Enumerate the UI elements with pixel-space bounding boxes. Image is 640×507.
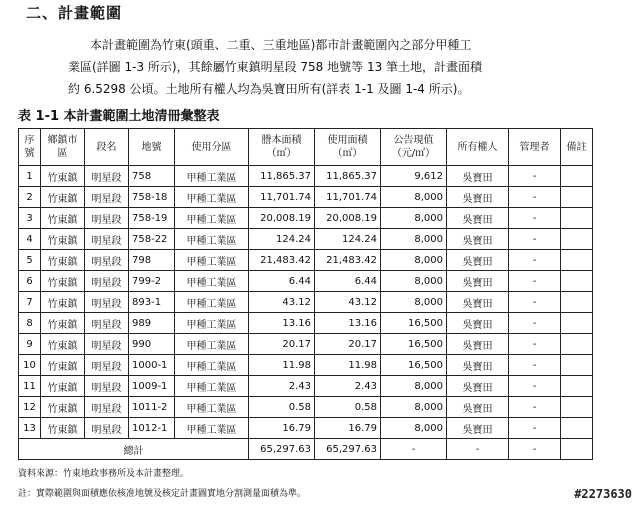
table-row [19, 313, 593, 334]
col-header-district: 鄉鎮市區 [41, 129, 85, 166]
cell-deed-area: 6.44 [249, 271, 315, 292]
cell-owner: 吳寶田 [447, 166, 509, 187]
cell-zone: 甲種工業區 [175, 376, 249, 397]
cell-seq: 3 [19, 208, 41, 229]
cell-deed-area: 43.12 [249, 292, 315, 313]
total-label: 總計 [19, 439, 249, 460]
cell-deed-area: 16.79 [249, 418, 315, 439]
cell-owner: 吳寶田 [447, 355, 509, 376]
cell-lot: 1000-1 [129, 355, 175, 376]
cell-lot: 798 [129, 250, 175, 271]
cell-remark [561, 166, 593, 187]
cell-district: 竹東鎮 [41, 292, 85, 313]
cell-deed-area: 11.98 [249, 355, 315, 376]
cell-remark [561, 250, 593, 271]
cell-zone: 甲種工業區 [175, 208, 249, 229]
cell-zone: 甲種工業區 [175, 250, 249, 271]
cell-value: 8,000 [381, 271, 447, 292]
cell-seq: 8 [19, 313, 41, 334]
remark-note: 註：實際範圍與面積應依核准地號及核定計畫圖實地分割測量面積為準。 [18, 489, 307, 499]
cell-seq: 10 [19, 355, 41, 376]
cell-value: 8,000 [381, 418, 447, 439]
cell-remark [561, 313, 593, 334]
cell-section: 明星段 [85, 418, 129, 439]
cell-section: 明星段 [85, 187, 129, 208]
cell-manager: - [509, 313, 561, 334]
col-header-use-area: 使用面積（㎡） [315, 129, 381, 166]
cell-lot: 799-2 [129, 271, 175, 292]
cell-manager: - [509, 208, 561, 229]
table-row [19, 250, 593, 271]
cell-district: 竹東鎮 [41, 271, 85, 292]
cell-owner: 吳寶田 [447, 313, 509, 334]
col-header-remark: 備註 [561, 129, 593, 166]
cell-lot: 1012-1 [129, 418, 175, 439]
col-header-seq: 序號 [19, 129, 41, 166]
cell-use-area: 124.24 [315, 229, 381, 250]
cell-deed-area: 124.24 [249, 229, 315, 250]
section-heading: 二、計畫範圍 [26, 4, 123, 22]
cell-district: 竹東鎮 [41, 166, 85, 187]
cell-value: 16,500 [381, 334, 447, 355]
table-caption: 表 1-1 本計畫範圍土地清冊彙整表 [18, 109, 220, 124]
col-header-owner: 所有權人 [447, 129, 509, 166]
header-row [19, 129, 593, 166]
table-row [19, 376, 593, 397]
cell-lot: 990 [129, 334, 175, 355]
total-value: - [381, 439, 447, 460]
cell-use-area: 13.16 [315, 313, 381, 334]
cell-manager: - [509, 355, 561, 376]
cell-remark [561, 355, 593, 376]
cell-owner: 吳寶田 [447, 229, 509, 250]
cell-district: 竹東鎮 [41, 208, 85, 229]
cell-owner: 吳寶田 [447, 334, 509, 355]
cell-owner: 吳寶田 [447, 397, 509, 418]
cell-district: 竹東鎮 [41, 250, 85, 271]
cell-zone: 甲種工業區 [175, 355, 249, 376]
cell-zone: 甲種工業區 [175, 229, 249, 250]
total-deed-area: 65,297.63 [249, 439, 315, 460]
cell-district: 竹東鎮 [41, 313, 85, 334]
cell-manager: - [509, 397, 561, 418]
cell-manager: - [509, 229, 561, 250]
cell-deed-area: 11,865.37 [249, 166, 315, 187]
table-row [19, 229, 593, 250]
cell-zone: 甲種工業區 [175, 292, 249, 313]
cell-seq: 5 [19, 250, 41, 271]
cell-manager: - [509, 418, 561, 439]
land-register-table [18, 128, 593, 460]
cell-value: 8,000 [381, 292, 447, 313]
col-header-manager: 管理者 [509, 129, 561, 166]
cell-district: 竹東鎮 [41, 418, 85, 439]
table-row [19, 397, 593, 418]
cell-district: 竹東鎮 [41, 229, 85, 250]
cell-zone: 甲種工業區 [175, 166, 249, 187]
cell-remark [561, 271, 593, 292]
cell-seq: 1 [19, 166, 41, 187]
table-row [19, 187, 593, 208]
cell-use-area: 6.44 [315, 271, 381, 292]
cell-owner: 吳寶田 [447, 271, 509, 292]
paragraph-line-1: 本計畫範圍為竹東(頭重、二重、三重地區)都市計畫範圍內之部分甲種工 [90, 38, 472, 52]
cell-manager: - [509, 292, 561, 313]
cell-remark [561, 208, 593, 229]
cell-use-area: 20,008.19 [315, 208, 381, 229]
table-row [19, 355, 593, 376]
image-watermark: #2273630 [574, 487, 632, 501]
cell-use-area: 16.79 [315, 418, 381, 439]
cell-deed-area: 13.16 [249, 313, 315, 334]
cell-seq: 2 [19, 187, 41, 208]
cell-use-area: 21,483.42 [315, 250, 381, 271]
cell-section: 明星段 [85, 292, 129, 313]
cell-section: 明星段 [85, 376, 129, 397]
cell-seq: 6 [19, 271, 41, 292]
cell-zone: 甲種工業區 [175, 313, 249, 334]
paragraph-line-2: 業區(詳圖 1-3 所示)，其餘屬竹東鎮明星段 758 地號等 13 筆土地，計畫面積 [68, 60, 483, 74]
cell-zone: 甲種工業區 [175, 418, 249, 439]
total-use-area: 65,297.63 [315, 439, 381, 460]
cell-lot: 758-19 [129, 208, 175, 229]
cell-use-area: 20.17 [315, 334, 381, 355]
cell-manager: - [509, 250, 561, 271]
cell-lot: 1011-2 [129, 397, 175, 418]
cell-value: 8,000 [381, 229, 447, 250]
cell-section: 明星段 [85, 271, 129, 292]
cell-remark [561, 292, 593, 313]
cell-value: 8,000 [381, 376, 447, 397]
cell-remark [561, 334, 593, 355]
cell-seq: 13 [19, 418, 41, 439]
cell-use-area: 11.98 [315, 355, 381, 376]
table-row [19, 271, 593, 292]
cell-manager: - [509, 376, 561, 397]
cell-deed-area: 2.43 [249, 376, 315, 397]
cell-zone: 甲種工業區 [175, 187, 249, 208]
cell-manager: - [509, 187, 561, 208]
table-row [19, 166, 593, 187]
cell-value: 16,500 [381, 355, 447, 376]
cell-section: 明星段 [85, 334, 129, 355]
cell-use-area: 0.58 [315, 397, 381, 418]
cell-seq: 9 [19, 334, 41, 355]
cell-value: 16,500 [381, 313, 447, 334]
col-header-zone: 使用分區 [175, 129, 249, 166]
cell-district: 竹東鎮 [41, 397, 85, 418]
cell-deed-area: 11,701.74 [249, 187, 315, 208]
cell-owner: 吳寶田 [447, 292, 509, 313]
cell-use-area: 43.12 [315, 292, 381, 313]
cell-owner: 吳寶田 [447, 208, 509, 229]
cell-use-area: 11,701.74 [315, 187, 381, 208]
cell-value: 9,612 [381, 166, 447, 187]
cell-section: 明星段 [85, 313, 129, 334]
cell-lot: 989 [129, 313, 175, 334]
cell-section: 明星段 [85, 397, 129, 418]
total-manager: - [509, 439, 561, 460]
total-remark [561, 439, 593, 460]
cell-value: 8,000 [381, 208, 447, 229]
col-header-section: 段名 [85, 129, 129, 166]
cell-section: 明星段 [85, 166, 129, 187]
cell-seq: 12 [19, 397, 41, 418]
cell-lot: 758 [129, 166, 175, 187]
total-row [19, 439, 593, 460]
cell-section: 明星段 [85, 250, 129, 271]
cell-owner: 吳寶田 [447, 418, 509, 439]
table-row [19, 334, 593, 355]
cell-zone: 甲種工業區 [175, 397, 249, 418]
cell-district: 竹東鎮 [41, 376, 85, 397]
col-header-value: 公告現值（元/㎡） [381, 129, 447, 166]
cell-lot: 1009-1 [129, 376, 175, 397]
cell-use-area: 11,865.37 [315, 166, 381, 187]
col-header-deed-area: 謄本面積（㎡） [249, 129, 315, 166]
cell-remark [561, 376, 593, 397]
paragraph-line-3: 約 6.5298 公頃。土地所有權人均為吳寶田所有(詳表 1-1 及圖 1-4 所示)。 [68, 82, 470, 96]
col-header-lot: 地號 [129, 129, 175, 166]
cell-seq: 11 [19, 376, 41, 397]
cell-district: 竹東鎮 [41, 334, 85, 355]
cell-manager: - [509, 166, 561, 187]
cell-zone: 甲種工業區 [175, 271, 249, 292]
cell-section: 明星段 [85, 355, 129, 376]
cell-remark [561, 418, 593, 439]
cell-remark [561, 187, 593, 208]
cell-section: 明星段 [85, 229, 129, 250]
cell-district: 竹東鎮 [41, 187, 85, 208]
cell-deed-area: 0.58 [249, 397, 315, 418]
table-row [19, 292, 593, 313]
cell-remark [561, 229, 593, 250]
cell-lot: 758-18 [129, 187, 175, 208]
table-row [19, 208, 593, 229]
cell-lot: 758-22 [129, 229, 175, 250]
cell-remark [561, 397, 593, 418]
cell-manager: - [509, 271, 561, 292]
cell-deed-area: 21,483.42 [249, 250, 315, 271]
cell-district: 竹東鎮 [41, 355, 85, 376]
total-owner: - [447, 439, 509, 460]
cell-manager: - [509, 334, 561, 355]
cell-seq: 4 [19, 229, 41, 250]
intro-paragraph [68, 34, 590, 100]
cell-value: 8,000 [381, 187, 447, 208]
cell-use-area: 2.43 [315, 376, 381, 397]
cell-value: 8,000 [381, 250, 447, 271]
cell-owner: 吳寶田 [447, 250, 509, 271]
cell-section: 明星段 [85, 208, 129, 229]
source-note: 資料來源：竹東地政事務所及本計畫整理。 [18, 469, 190, 479]
cell-owner: 吳寶田 [447, 187, 509, 208]
cell-owner: 吳寶田 [447, 376, 509, 397]
cell-zone: 甲種工業區 [175, 334, 249, 355]
cell-lot: 893-1 [129, 292, 175, 313]
cell-seq: 7 [19, 292, 41, 313]
cell-deed-area: 20,008.19 [249, 208, 315, 229]
cell-value: 8,000 [381, 397, 447, 418]
cell-deed-area: 20.17 [249, 334, 315, 355]
table-row [19, 418, 593, 439]
